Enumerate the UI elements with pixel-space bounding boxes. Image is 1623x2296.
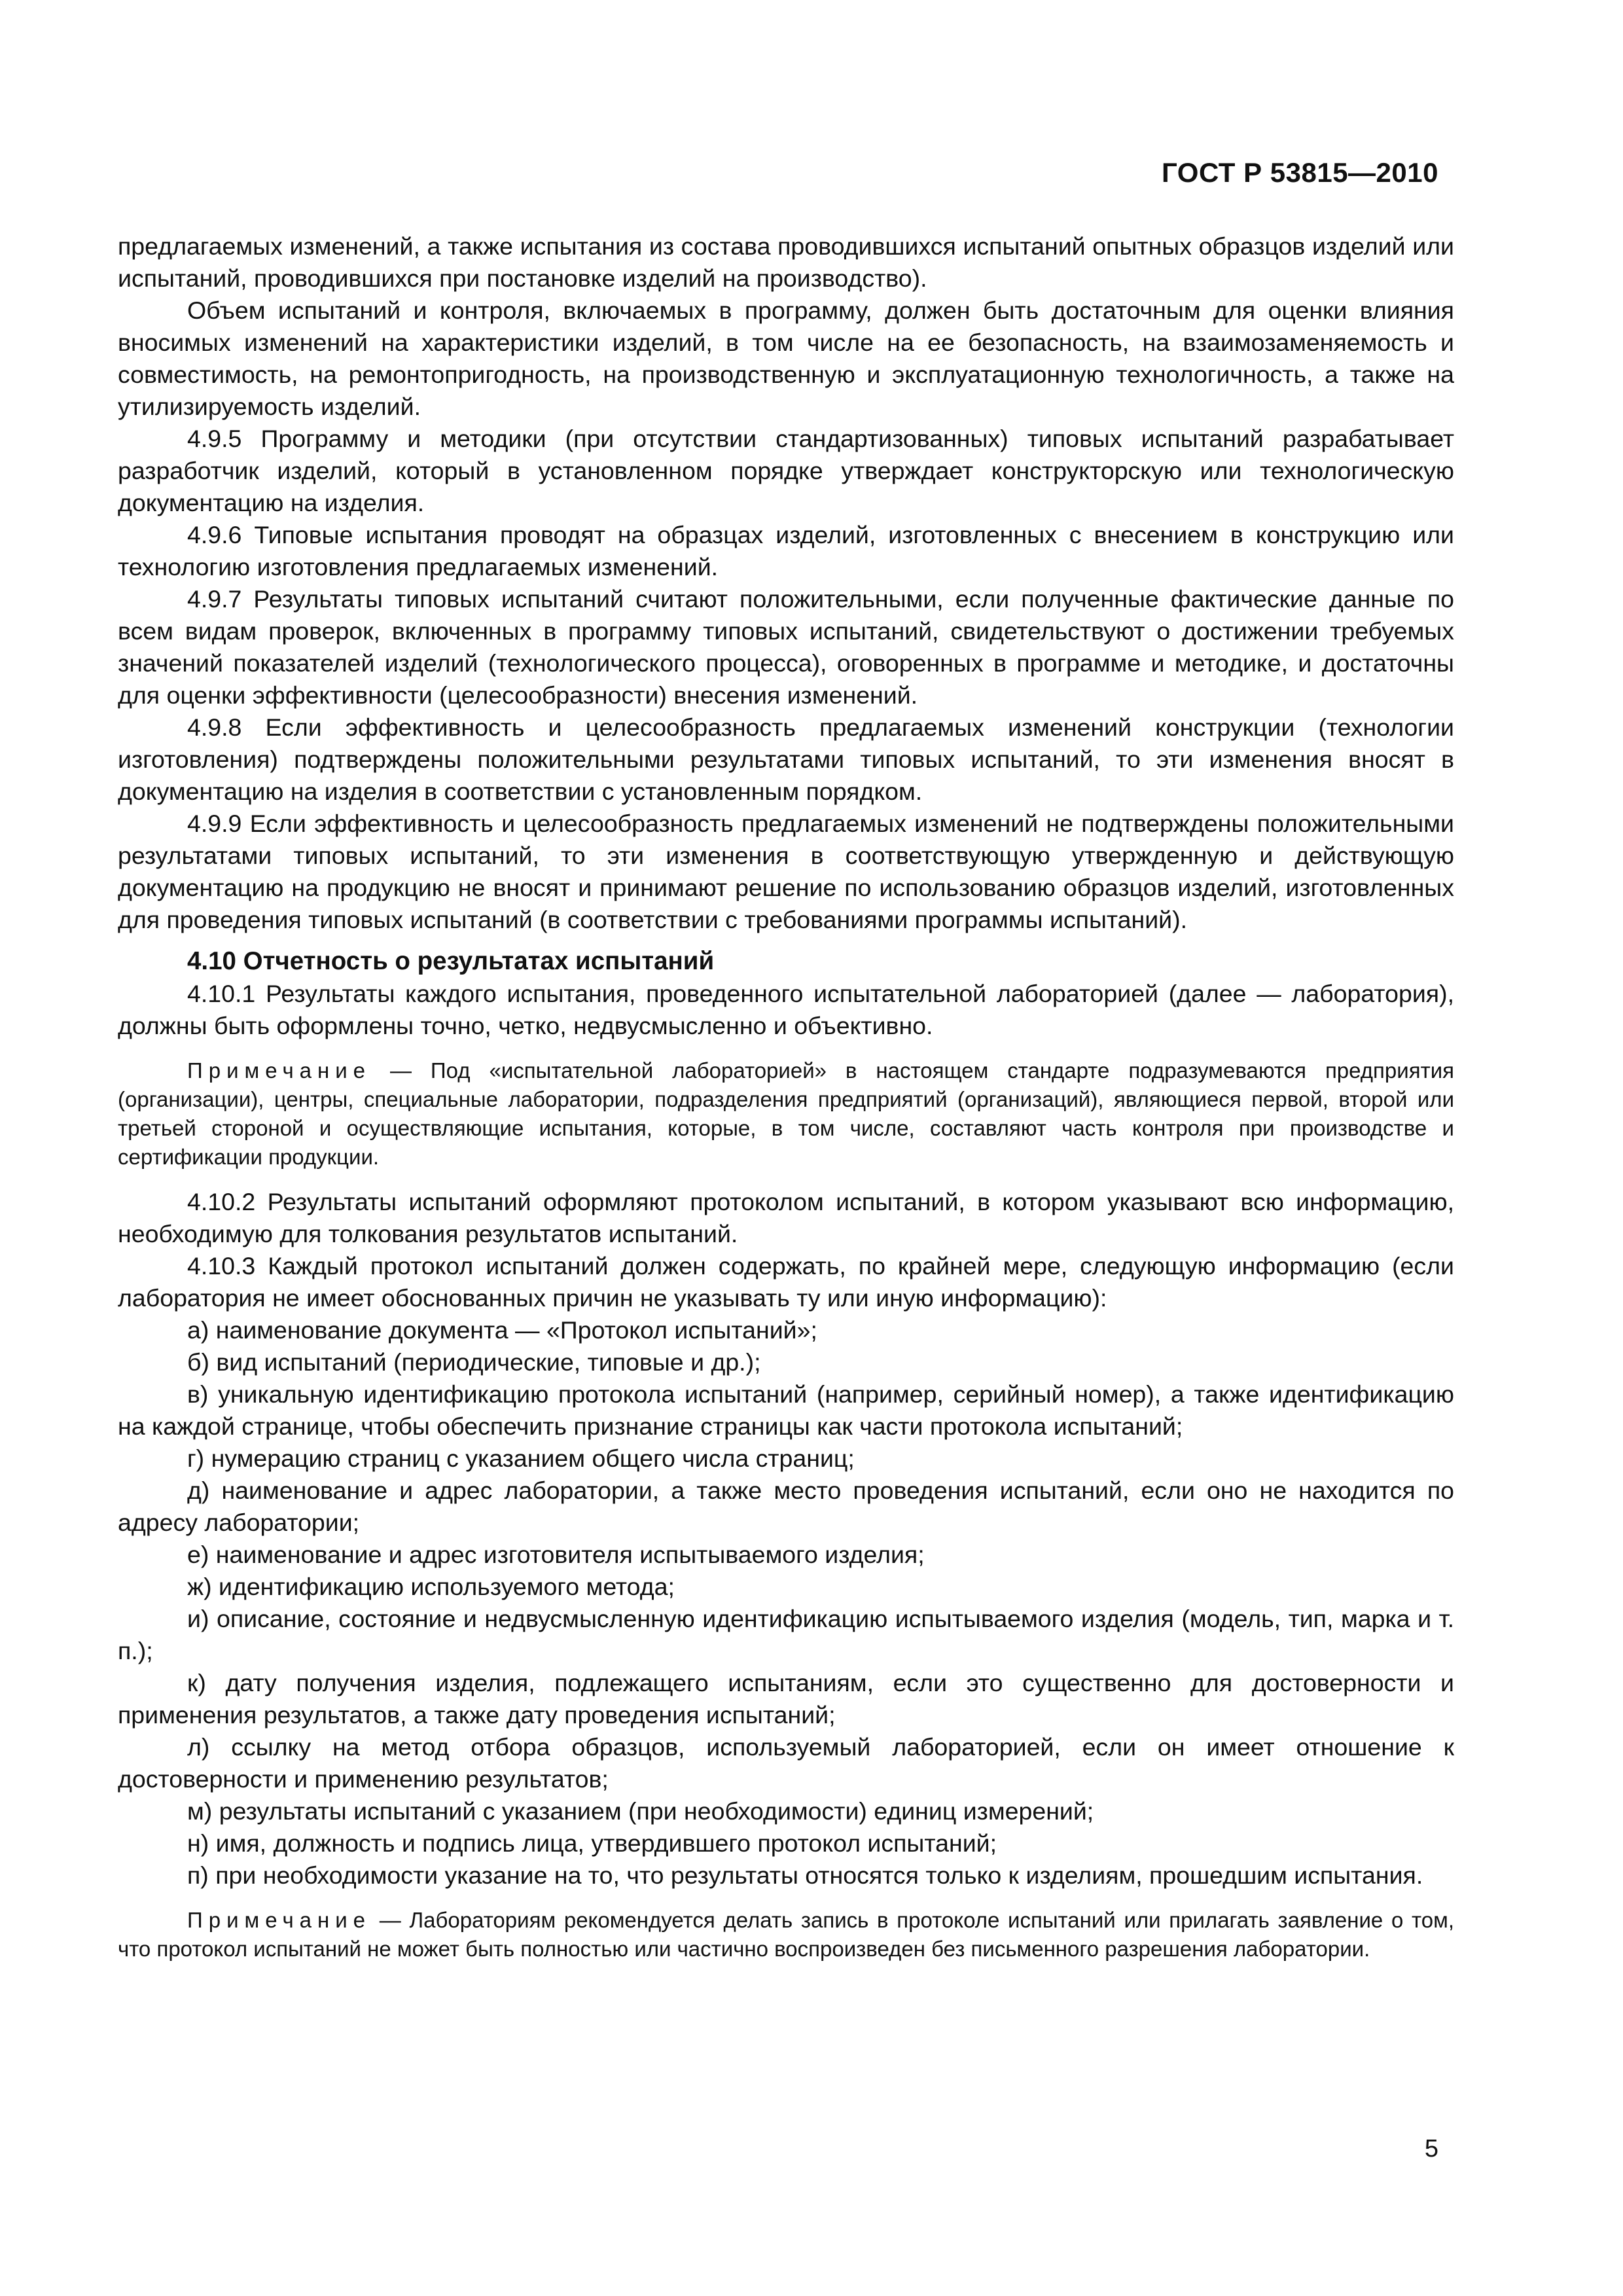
- list-item: г) нумерацию страниц с указанием общего числа страниц;: [187, 1444, 855, 1472]
- list-item: ж) идентификацию используемого метода;: [187, 1573, 675, 1600]
- list-item: м) результаты испытаний с указанием (при необходимости) единиц измерений;: [187, 1797, 1094, 1825]
- clause-4-9-9: 4.9.9 Если эффективность и целесообразность предлагаемых изменений не подтверждены положительными результатами типовых испытаний, то эти изменения в соответствующую утвержденную и действующую документацию на продукцию не вносят и принимают решение по использованию образцов изделий, изготовленных для проведения типовых испытаний (в соответствии с требованиями программы испытаний).: [118, 810, 1454, 933]
- note: [118, 1056, 1454, 1172]
- page-number: 5: [1424, 2135, 1438, 2162]
- list-item: д) наименование и адрес лаборатории, а также место проведения испытаний, если оно не находится по адресу лаборатории;: [118, 1477, 1454, 1536]
- clause-4-9-6: 4.9.6 Типовые испытания проводят на образцах изделий, изготовленных с внесением в конструкцию или технологию изготовления предлагаемых изменений.: [118, 521, 1454, 581]
- list-item: в) уникальную идентификацию протокола испытаний (например, серийный номер), а также идентификацию на каждой странице, чтобы обеспечить признание страницы как части протокола испытаний;: [118, 1380, 1454, 1440]
- list-item: е) наименование и адрес изготовителя испытываемого изделия;: [187, 1541, 925, 1568]
- paragraph: Объем испытаний и контроля, включаемых в программу, должен быть достаточным для оценки влияния вносимых изменений на характеристики изделий, в том числе на ее безопасность, на взаимозаменяемость и совместимость, на ремонтопригодность, на производственную и эксплуатационную технологичность, а также на утилизируемость изделий.: [118, 296, 1454, 420]
- clause-4-9-8: 4.9.8 Если эффективность и целесообразность предлагаемых изменений конструкции (технологии изготовления) подтверждены положительными результатами типовых испытаний, то эти изменения вносят в документацию на изделия в соответствии с установленным порядком.: [118, 713, 1454, 805]
- note-text: — Лабораториям рекомендуется делать запись в протоколе испытаний или прилагать заявление о том, что протокол испытаний не может быть полностью или частично воспроизведен без письменного разрешения лаборатории.: [118, 1908, 1454, 1961]
- document-header: ГОСТ Р 53815—2010: [1162, 157, 1438, 188]
- clause-4-10-3: 4.10.3 Каждый протокол испытаний должен содержать, по крайней мере, следующую информацию (если лаборатория не имеет обоснованных причин не указывать ту или иную информацию):: [118, 1252, 1454, 1312]
- list-item: а) наименование документа — «Протокол испытаний»;: [187, 1316, 817, 1344]
- clause-4-9-7: 4.9.7 Результаты типовых испытаний считают положительными, если полученные фактические данные по всем видам проверок, включенных в программу типовых испытаний, свидетельствуют о достижении требуемых значений показателей изделий (технологического процесса), оговоренных в программе и методике, и достаточны для оценки эффективности (целесообразности) внесения изменений.: [118, 585, 1454, 709]
- clause-4-10-1: 4.10.1 Результаты каждого испытания, проведенного испытательной лабораторией (далее — лаборатория), должны быть оформлены точно, четко, недвусмысленно и объективно.: [118, 980, 1454, 1039]
- note-label: Примечание: [187, 1058, 372, 1083]
- note-text: — Под «испытательной лабораторией» в настоящем стандарте подразумеваются предприятия (организации), центры, специальные лаборатории, подразделения предприятий (организаций), являющиеся первой, второй или третьей стороной и осуществляющие испытания, которые, в том числе, составляют часть контроля при производстве и сертификации продукции.: [118, 1058, 1454, 1169]
- document-body: [118, 230, 1454, 1978]
- note: [118, 1906, 1454, 1964]
- paragraph: предлагаемых изменений, а также испытания из состава проводившихся испытаний опытных образцов изделий или испытаний, проводившихся при постановке изделий на производство).: [118, 232, 1454, 292]
- section-heading: 4.10 Отчетность о результатах испытаний: [187, 947, 715, 975]
- list-item: л) ссылку на метод отбора образцов, используемый лабораторией, если он имеет отношение к достоверности и применению результатов;: [118, 1733, 1454, 1793]
- list-item: и) описание, состояние и недвусмысленную идентификацию испытываемого изделия (модель, тип, марка и т. п.);: [118, 1605, 1454, 1664]
- note-label: Примечание: [187, 1908, 372, 1932]
- list-item: н) имя, должность и подпись лица, утвердившего протокол испытаний;: [187, 1829, 997, 1857]
- list-item: п) при необходимости указание на то, что результаты относятся только к изделиям, прошедшим испытания.: [187, 1861, 1423, 1889]
- clause-4-10-2: 4.10.2 Результаты испытаний оформляют протоколом испытаний, в котором указывают всю информацию, необходимую для толкования результатов испытаний.: [118, 1188, 1454, 1247]
- list-item: к) дату получения изделия, подлежащего испытаниям, если это существенно для достоверности и применения результатов, а также дату проведения испытаний;: [118, 1669, 1454, 1729]
- clause-4-9-5: 4.9.5 Программу и методики (при отсутствии стандартизованных) типовых испытаний разрабатывает разработчик изделий, который в установленном порядке утверждает конструкторскую или технологическую документацию на изделия.: [118, 425, 1454, 516]
- list-item: б) вид испытаний (периодические, типовые и др.);: [187, 1348, 761, 1376]
